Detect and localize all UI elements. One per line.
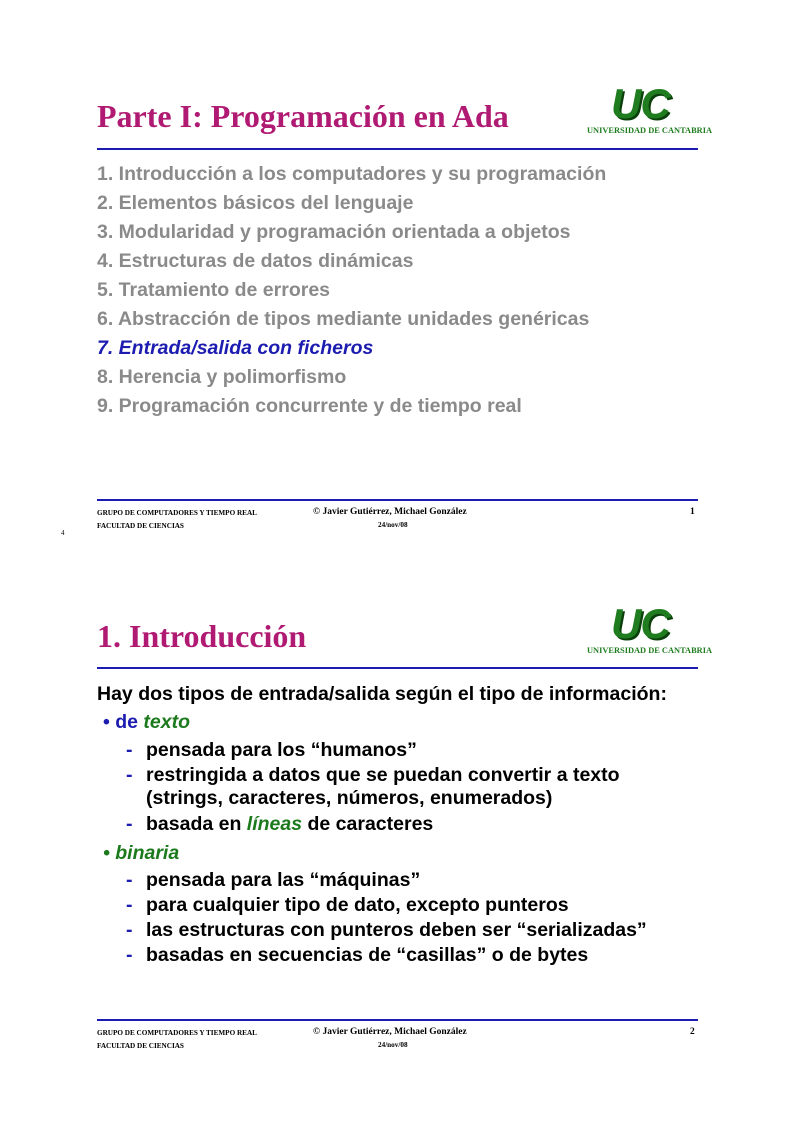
- uc-logo-mark: UC: [611, 600, 670, 647]
- footer-date: 24/nov/08: [378, 521, 408, 529]
- binary-item: basadas en secuencias de “casillas” o de bytes: [146, 944, 589, 966]
- dash-marker: -: [126, 764, 133, 786]
- slide-title: 1. Introducción: [97, 618, 307, 654]
- bullet-text: [103, 711, 190, 734]
- intro-text: Hay dos tipos de entrada/salida según el tipo de información:: [97, 683, 667, 705]
- text-item-continuation: (strings, caracteres, números, enumerados): [146, 787, 553, 809]
- footer-authors: © Javier Gutiérrez, Michael González: [313, 1027, 467, 1037]
- title-rule: [97, 148, 698, 150]
- binary-item: las estructuras con punteros deben ser “serializadas”: [146, 919, 647, 941]
- binary-item: pensada para las “máquinas”: [146, 869, 421, 891]
- text-item-post: de caracteres: [302, 813, 434, 835]
- slide-2: [0, 561, 793, 1122]
- toc-item: 3. Modularidad y programación orientada a objetos: [97, 221, 571, 243]
- toc-item: 8. Herencia y polimorfismo: [97, 366, 347, 388]
- footer-faculty: FACULTAD DE CIENCIAS: [97, 1042, 184, 1050]
- footer-group: GRUPO DE COMPUTADORES Y TIEMPO REAL: [97, 1029, 257, 1037]
- uc-logo-mark: UC: [611, 80, 670, 127]
- dash-marker: -: [126, 869, 133, 891]
- title-rule: [97, 667, 698, 669]
- dash-marker: -: [126, 919, 133, 941]
- dash-marker: -: [126, 894, 133, 916]
- toc-item-active: 7. Entrada/salida con ficheros: [97, 337, 374, 359]
- bullet-prefix: • de: [103, 711, 144, 733]
- text-item: pensada para los “humanos”: [146, 739, 417, 761]
- bullet-binaria-label: • binaria: [103, 842, 180, 864]
- uc-logo: [587, 80, 713, 136]
- toc-item: 6. Abstracción de tipos mediante unidades genéricas: [97, 308, 590, 330]
- footer-authors: © Javier Gutiérrez, Michael González: [313, 507, 467, 517]
- uc-logo: [587, 600, 713, 656]
- text-item: restringida a datos que se puedan convertir a texto: [146, 764, 620, 786]
- dash-marker: -: [126, 813, 133, 835]
- dash-marker: -: [126, 944, 133, 966]
- text-item-pre: basada en: [146, 813, 247, 835]
- toc-item: 5. Tratamiento de errores: [97, 279, 331, 301]
- footer-page-number: 2: [690, 1027, 695, 1037]
- slide-title: Parte I: Programación en Ada: [97, 98, 509, 134]
- footer-rule: [97, 499, 698, 501]
- toc-item: 4. Estructuras de datos dinámicas: [97, 250, 414, 272]
- side-page-number: 4: [61, 529, 65, 537]
- footer-group: GRUPO DE COMPUTADORES Y TIEMPO REAL: [97, 509, 257, 517]
- dash-marker: -: [126, 739, 133, 761]
- text-item-emphasis: líneas: [246, 813, 303, 835]
- uc-logo-caption: UNIVERSIDAD DE CANTABRIA: [587, 646, 713, 655]
- footer-page-number: 1: [690, 507, 695, 517]
- uc-logo-caption: UNIVERSIDAD DE CANTABRIA: [587, 126, 713, 135]
- toc-item: 9. Programación concurrente y de tiempo real: [97, 395, 522, 417]
- bullet-text-keyword: texto: [143, 711, 191, 733]
- footer-faculty: FACULTAD DE CIENCIAS: [97, 522, 184, 530]
- footer-rule: [97, 1019, 698, 1021]
- text-item: [146, 813, 433, 836]
- bullet-binaria: [103, 842, 179, 865]
- footer-date: 24/nov/08: [378, 1041, 408, 1049]
- toc-item: 1. Introducción a los computadores y su programación: [97, 163, 607, 185]
- binary-item: para cualquier tipo de dato, excepto punteros: [146, 894, 569, 916]
- toc-item: 2. Elementos básicos del lenguaje: [97, 192, 414, 214]
